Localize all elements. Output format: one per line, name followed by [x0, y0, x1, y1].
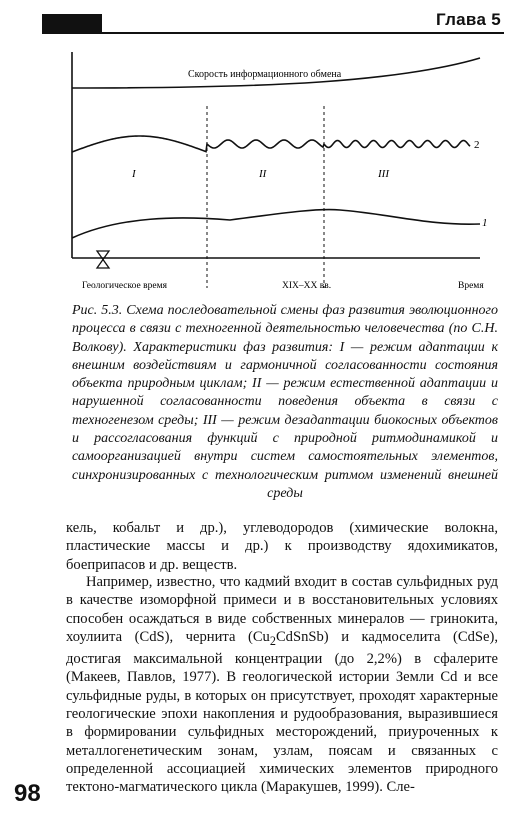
curve-2-number: 2	[474, 139, 480, 151]
subscript-2: 2	[269, 633, 276, 648]
evolution-phases-figure	[60, 48, 500, 298]
geologic-time-marker	[97, 251, 109, 268]
axis-label-geologic-time: Геологическое время	[82, 281, 167, 291]
body-paragraph-1: кель, кобальт и др.), углеводородов (химические волокна, пластические массы и др.) к производству ядохимикатов, боеприпасов и др. веществ.	[66, 520, 498, 573]
phase-label-II: II	[259, 168, 267, 180]
curve-2	[72, 136, 470, 152]
header-bar	[42, 14, 102, 32]
phase-label-I: I	[132, 168, 136, 180]
phase-label-III: III	[378, 168, 389, 180]
info-exchange-label: Скорость информационного обмена	[188, 69, 342, 80]
header-rule	[42, 32, 504, 34]
body-paragraph-2-part-b: CdSnSb) и кадмоселита (CdSe), достигая максимальной концентрации (до 2,2%) в сфалерите (Макеев, Павлов, 1977). В геологической истории Земли Cd и все сульфидные руды, в которых он присутствует, проходят характерные геологические эпохи накопления и рудообразования, выразившиеся в формировании сульфидных месторождений, приуроченных к металлогенетическим зонам, узлам, поясам и связанных с определенной ассоциацией химических элементов природного тектоно-магматического цикла (Маракушев, 1999). Сле-	[66, 628, 498, 796]
curve-1	[72, 209, 480, 238]
body-paragraph-2	[66, 573, 498, 796]
figure-caption: Рис. 5.3. Схема последовательной смены фаз развития эволюционного процесса в связи с техногенной деятельностью человечества (по С.Н. Волкову). Характеристики фаз развития: I — режим адаптации к внешним воздействиям и гармоничной согласованности состояния объекта природным циклам; II — режим естественной адаптации и нарушенной согласованности поведения объекта в связи с техногенезом среды; III — режим дезадаптации биокосных объектов и рассогласования функций с природной ритмодинамикой и самоорганизацией внутри систем самостоятельных элементов, синхронизированных с технологическим ритмом изменений внешней среды	[72, 303, 498, 501]
axis-label-centuries: XIX–XX вв.	[282, 281, 332, 291]
page-number: 98	[14, 780, 41, 807]
body-paragraph-2-part-a: Например, известно, что кадмий входит в состав сульфидных руд в качестве изоморфной примеси и в восстановительных условиях способен осаждаться в виде собственных минералов — гринокита, хоулиита (CdS), чернита (Cu	[66, 574, 498, 645]
curve-1-number: 1	[482, 217, 488, 229]
chapter-label: Глава 5	[435, 10, 501, 29]
axis-label-time: Время	[458, 281, 484, 291]
